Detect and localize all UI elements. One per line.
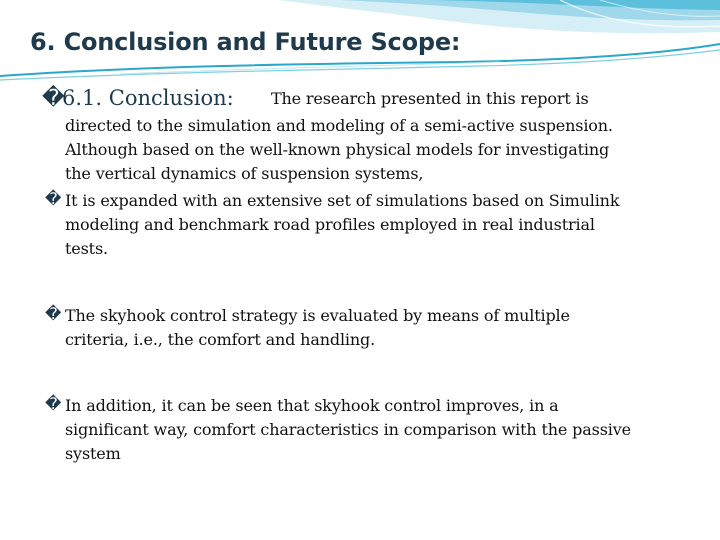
body-text-line: significant way, comfort characteristics in comparison with the passive <box>65 420 631 439</box>
body-text-line: the vertical dynamics of suspension systems, <box>65 164 424 183</box>
body-text-line: Although based on the well-known physical models for investigating <box>65 140 610 159</box>
body-text-line: system <box>65 444 121 463</box>
body-text-line: modeling and benchmark road profiles employed in real industrial <box>65 215 595 234</box>
missing-glyph-box-icon: � <box>42 86 65 111</box>
slide-title: 6. Conclusion and Future Scope: <box>30 28 461 56</box>
body-text-line: The research presented in this report is <box>271 89 589 108</box>
body-text-line: tests. <box>65 239 108 258</box>
body-text-line: criteria, i.e., the comfort and handling. <box>65 330 376 349</box>
body-text-line: directed to the simulation and modeling of a semi-active suspension. <box>65 116 613 135</box>
missing-glyph-box-icon: � <box>45 189 62 208</box>
body-text-line: In addition, it can be seen that skyhook control improves, in a <box>65 396 559 415</box>
body-text-line: It is expanded with an extensive set of simulations based on Simulink <box>65 191 620 210</box>
missing-glyph-box-icon: � <box>45 304 62 323</box>
missing-glyph-box-icon: � <box>45 394 62 413</box>
body-text-line: The skyhook control strategy is evaluated by means of multiple <box>65 306 570 325</box>
conclusion-heading: 6.1. Conclusion: <box>62 86 234 110</box>
